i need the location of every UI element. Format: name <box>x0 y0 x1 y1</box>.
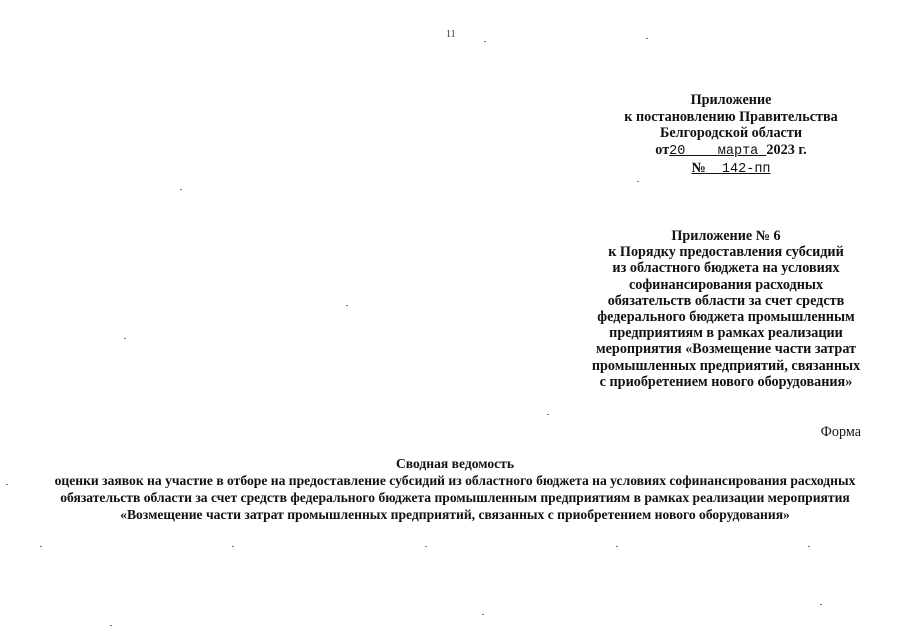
appendix-6-line: федерального бюджета промышленным <box>597 309 855 326</box>
title-line: «Возмещение части затрат промышленных предприятий, связанных с приобретением нового оборудования» <box>120 507 790 522</box>
scan-speck <box>40 546 42 547</box>
scan-speck <box>180 189 182 190</box>
date-day: 20 <box>669 143 686 159</box>
resolution-number <box>600 160 862 179</box>
scan-speck <box>482 614 484 615</box>
scan-speck <box>346 305 348 306</box>
scan-speck <box>484 41 486 42</box>
scan-speck <box>616 546 618 547</box>
date-month: марта <box>717 143 759 159</box>
title-heading: Сводная ведомость <box>395 456 515 471</box>
date-year: 2023 г. <box>766 141 807 158</box>
number-prefix: № <box>691 160 706 177</box>
appendix-6-line: мероприятия «Возмещение части затрат <box>595 341 857 358</box>
resolution-reference: к постановлению Правительства <box>624 108 838 125</box>
resolution-appendix-header <box>600 92 862 179</box>
appendix-label: Приложение <box>690 92 772 108</box>
date-prefix: от <box>655 141 670 158</box>
scan-speck <box>232 546 234 547</box>
scan-speck <box>637 181 639 182</box>
appendix-6-line: из областного бюджета на условиях <box>612 260 840 277</box>
appendix-6-line: промышленных предприятий, связанных <box>591 357 861 374</box>
region-name: Белгородской области <box>660 125 802 142</box>
scan-speck <box>820 604 822 605</box>
scan-speck <box>425 546 427 547</box>
appendix-6-line: предприятиям в рамках реализации <box>609 325 843 342</box>
document-title <box>20 455 890 523</box>
resolution-date <box>600 142 862 161</box>
appendix-6-line: софинансирования расходных <box>628 276 824 293</box>
appendix-6-line: Приложение № 6 <box>671 228 781 244</box>
scan-speck <box>6 484 8 485</box>
scan-speck <box>646 38 648 39</box>
scan-speck <box>124 338 126 339</box>
appendix-6-header <box>580 228 872 390</box>
page-number: 11 <box>446 29 456 40</box>
title-line: оценки заявок на участие в отборе на предоставление субсидий из областного бюджета на условиях софинансирования расходных <box>54 473 856 488</box>
scan-speck <box>547 414 549 415</box>
appendix-6-line: к Порядку предоставления субсидий <box>608 244 844 261</box>
appendix-6-line: обязательств области за счет средств <box>607 292 845 309</box>
appendix-6-line: с приобретением нового оборудования» <box>599 373 853 390</box>
scan-speck <box>808 546 810 547</box>
number-value: 142-пп <box>721 162 771 178</box>
title-line: обязательств области за счет средств федерального бюджета промышленным предприятиям в рамках реализации мероприятия <box>60 490 850 505</box>
form-label: Форма <box>820 424 861 440</box>
scan-speck <box>110 625 112 626</box>
